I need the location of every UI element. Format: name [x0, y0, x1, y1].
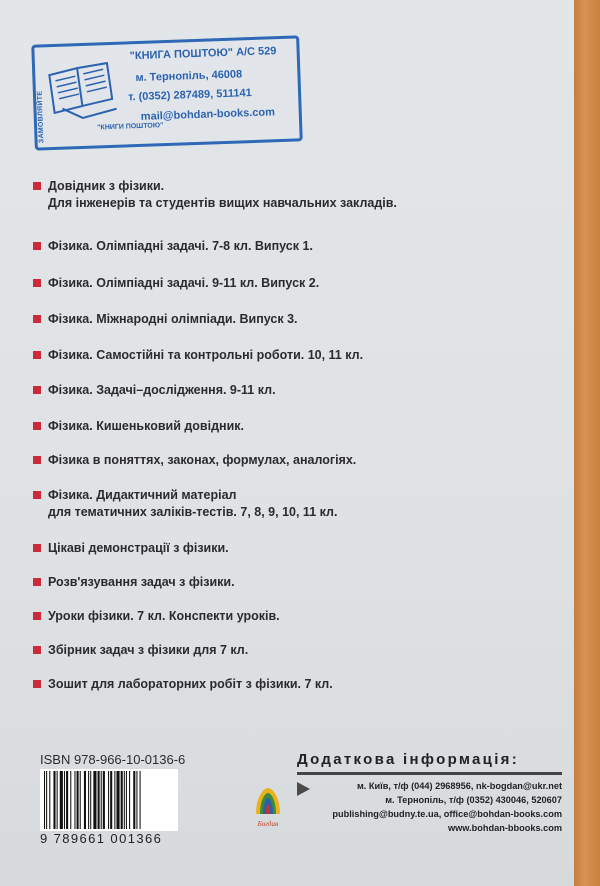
arrow-right-icon	[297, 782, 310, 796]
bullet-square-icon	[33, 351, 41, 359]
book-list-item	[33, 540, 229, 557]
stamp-line-4: mail@bohdan-books.com	[140, 106, 276, 123]
stamp-line-3: т. (0352) 287489, 511141	[127, 87, 252, 104]
bullet-square-icon	[33, 182, 41, 190]
publisher-logo	[250, 784, 286, 830]
barcode-bar	[46, 771, 47, 829]
barcode-bar	[44, 771, 45, 829]
book-list-item	[33, 347, 363, 364]
bullet-square-icon	[33, 646, 41, 654]
stamp-side-text: ЗАМОВЛЯЙТЕ	[36, 90, 46, 144]
book-title: Уроки фізики. 7 кл. Конспекти уроків.	[48, 609, 280, 623]
book-title: Фізика. Олімпіадні задачі. 9-11 кл. Випуск 2.	[48, 276, 320, 290]
barcode-bar	[114, 771, 115, 829]
book-list-item	[33, 676, 333, 693]
barcode-bar	[88, 771, 89, 829]
additional-info-title: Додаткова інформація:	[297, 751, 520, 768]
book-title: Фізика. Дидактичний матеріал	[48, 488, 237, 502]
book-title: Фізика в поняттях, законах, формулах, аналогіях.	[48, 453, 357, 467]
bullet-square-icon	[33, 242, 41, 250]
bullet-square-icon	[33, 386, 41, 394]
book-list-item	[33, 574, 235, 591]
book-list-item	[33, 311, 298, 328]
book-list-item	[33, 487, 337, 521]
bullet-square-icon	[33, 456, 41, 464]
divider	[297, 772, 562, 775]
contact-kyiv: м. Київ, т/ф (044) 2968956, nk-bogdan@ukr.net	[356, 781, 562, 791]
book-title-cont: Для інженерів та студентів вищих навчальних закладів.	[48, 196, 397, 210]
book-list-item	[33, 238, 313, 255]
barcode-bar	[116, 771, 119, 829]
barcode-bar	[49, 771, 50, 829]
barcode-bar	[90, 771, 91, 829]
barcode-bar	[93, 771, 96, 829]
stamp-bottom-text: "КНИГИ ПОШТОЮ"	[97, 122, 164, 132]
book-list-item	[33, 452, 356, 469]
bullet-square-icon	[33, 279, 41, 287]
book-title: Розв'язування задач з фізики.	[48, 575, 235, 589]
barcode-bar	[60, 771, 63, 829]
bullet-square-icon	[33, 612, 41, 620]
barcode-bar	[64, 771, 65, 829]
bullet-square-icon	[33, 680, 41, 688]
book-title: Збірник задач з фізики для 7 кл.	[48, 643, 249, 657]
book-title: Фізика. Самостійні та контрольні роботи. 10, 11 кл.	[48, 348, 364, 362]
barcode-bar	[124, 771, 125, 829]
book-list-item	[33, 642, 248, 659]
open-book-icon	[41, 59, 123, 122]
barcode-bar	[133, 771, 135, 829]
contact-email: publishing@budny.te.ua, office@bohdan-books.com	[332, 809, 562, 819]
barcode-bar	[121, 771, 123, 829]
barcode-bar	[101, 771, 102, 829]
book-title: Фізика. Кишеньковий довідник.	[48, 419, 244, 433]
book-title: Фізика. Задачі–дослідження. 9-11 кл.	[48, 383, 276, 397]
logo-text: Богдан	[257, 820, 279, 828]
barcode-bar	[126, 771, 127, 829]
barcode-bar	[136, 771, 137, 829]
contact-info	[297, 778, 562, 836]
barcode-bar	[140, 771, 141, 829]
bullet-square-icon	[33, 578, 41, 586]
book-spine	[574, 0, 600, 886]
book-list-item	[33, 275, 319, 292]
barcode-bar	[103, 771, 105, 829]
book-title: Фізика. Олімпіадні задачі. 7-8 кл. Випуск 1.	[48, 239, 313, 253]
bullet-square-icon	[33, 491, 41, 499]
barcode-bar	[98, 771, 100, 829]
book-list-item	[33, 418, 244, 435]
book-title-cont: для тематичних заліків-тестів. 7, 8, 9, 10, 11 кл.	[48, 505, 338, 519]
barcode-bar	[84, 771, 86, 829]
barcode-bar	[110, 771, 112, 829]
mail-order-stamp	[31, 35, 303, 150]
book-title: Фізика. Міжнародні олімпіади. Випуск 3.	[48, 312, 298, 326]
barcode-bar	[108, 771, 109, 829]
barcode	[40, 769, 178, 831]
isbn-text: ISBN 978-966-10-0136-6	[40, 752, 186, 767]
barcode-bar	[77, 771, 79, 829]
book-list-item	[33, 178, 397, 212]
barcode-bar	[57, 771, 58, 829]
bullet-square-icon	[33, 544, 41, 552]
stamp-line-2: м. Тернопіль, 46008	[135, 68, 243, 85]
stamp-line-1: "КНИГА ПОШТОЮ" А/С 529	[129, 45, 277, 63]
barcode-number: 9 789661 001366	[40, 831, 163, 846]
contact-website: www.bohdan-bbooks.com	[448, 823, 562, 833]
barcode-bar	[74, 771, 75, 829]
book-title: Цікаві демонстрації з фізики.	[48, 541, 229, 555]
book-title: Довідник з фізики.	[48, 179, 165, 193]
barcode-bar	[53, 771, 55, 829]
barcode-bar	[129, 771, 130, 829]
barcode-bar	[66, 771, 68, 829]
bullet-square-icon	[33, 315, 41, 323]
bullet-square-icon	[33, 422, 41, 430]
contact-ternopil: м. Тернопіль, т/ф (0352) 430046, 520607	[385, 795, 562, 805]
barcode-bar	[70, 771, 71, 829]
book-title: Зошит для лабораторних робіт з фізики. 7 кл.	[48, 677, 333, 691]
book-list-item	[33, 608, 280, 625]
barcode-bar	[80, 771, 81, 829]
book-list-item	[33, 382, 276, 399]
